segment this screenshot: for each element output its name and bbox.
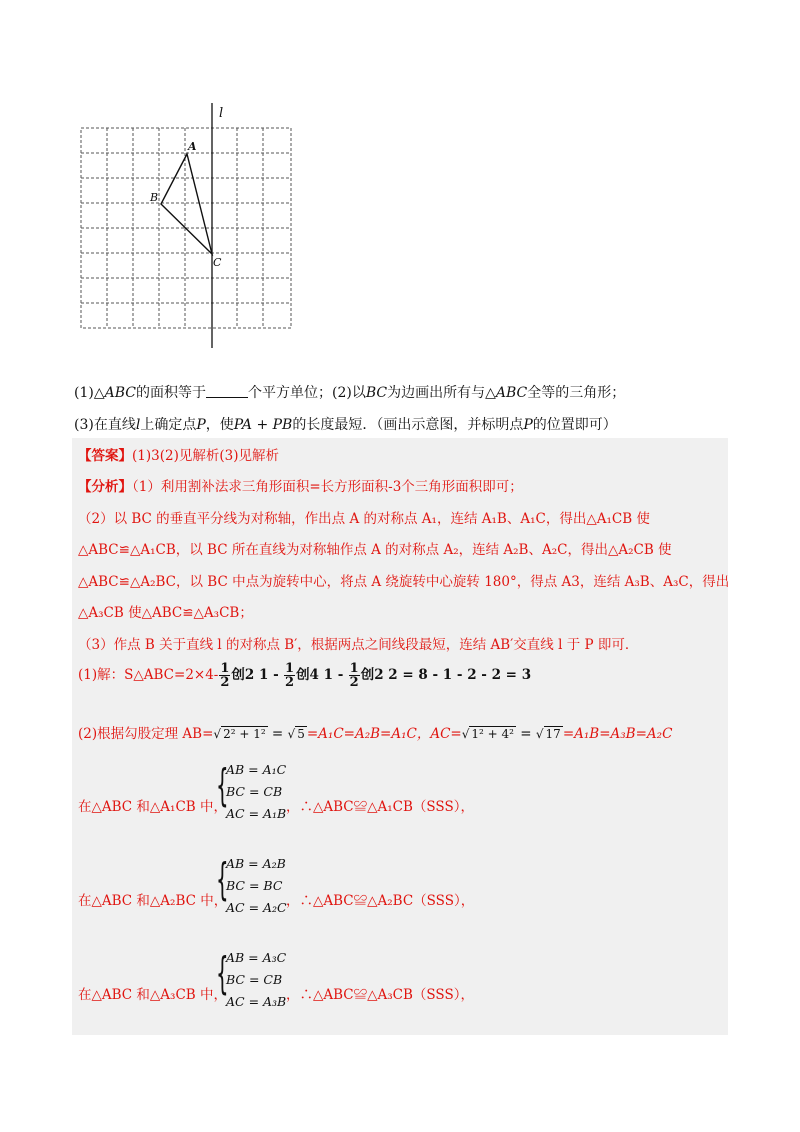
fraction-half-2: $\frac{1}{2}$ xyxy=(285,661,295,690)
brace-3: { xyxy=(216,948,229,999)
q3-p2: P xyxy=(523,417,533,433)
s1-term-1: 创2 1 - xyxy=(231,667,279,683)
sys1-eq-2: BC = CB xyxy=(226,784,283,799)
q1-text: 的面积等于 xyxy=(135,385,206,401)
s2-prefix: (2)根据勾股定理 AB= xyxy=(78,726,214,742)
sys1-eq-1: AB = A₁C xyxy=(226,762,287,777)
q1-prefix: (1) xyxy=(74,385,94,401)
grid-figure xyxy=(70,98,310,360)
q3-text3: 的长度最短．（画出示意图，并标明点 xyxy=(292,417,524,433)
q3-text: 上确定点 xyxy=(140,417,197,433)
analysis-line-3: △ABC≌△A₁CB，以 BC 所在直线为对称轴作点 A 的对称点 A₂，连结 A₂B、A₂C，得出△A₂CB 使 xyxy=(78,542,672,558)
sys2-suffix: ，∴△ABC≌△A₂BC（SSS）， xyxy=(286,893,475,909)
q3-l: l xyxy=(135,417,141,433)
q1-text2: 为边画出所有与 xyxy=(387,385,486,401)
sys2-eq-1: AB = A₂B xyxy=(226,856,286,871)
q1-triangle: △ABC xyxy=(93,385,136,401)
q1-triangle2: △ABC xyxy=(485,385,528,401)
brace-1: { xyxy=(216,760,229,811)
sys3-eq-3: AC = A₃B xyxy=(226,994,287,1009)
q3-expr: PA + PB xyxy=(233,417,293,433)
q3-p: P xyxy=(196,417,206,433)
q1-after: 个平方单位；(2)以 xyxy=(247,385,366,401)
sqrt-17: √ 17 xyxy=(535,727,561,741)
vertex-c-label: C xyxy=(213,256,222,269)
analysis-line-1 xyxy=(78,475,523,495)
answer-text: (1)3(2)见解析(3)见解析 xyxy=(132,448,279,464)
s1-term-3: 创2 2 = 8 - 1 - 2 - 2 = 3 xyxy=(360,667,532,683)
analysis-line-6: （3）作点 B 关于直线 l 的对称点 B′，根据两点之间线段最短，连结 AB′交直线 l 于 P 即可． xyxy=(78,637,639,653)
s2-eq2: = xyxy=(515,726,536,742)
analysis-line-2: （2）以 BC 的垂直平分线为对称轴，作出点 A 的对称点 A₁，连结 A₁B、A₁C，得出△A₁CB 使 xyxy=(78,511,650,527)
sys1-suffix: ，∴△ABC≌△A₁CB（SSS）， xyxy=(286,799,474,815)
s2-eq1: = xyxy=(267,726,288,742)
sys3-suffix: ，∴△ABC≌△A₃CB（SSS）， xyxy=(286,987,474,1003)
brace-2: { xyxy=(216,854,229,905)
q1-bc: BC xyxy=(365,385,388,401)
analysis-text-1: （1）利用割补法求三角形面积=长方形面积-3个三角形面积即可； xyxy=(132,479,523,495)
fraction-half-1: $\frac{1}{2}$ xyxy=(220,661,230,690)
vertex-a-label: A xyxy=(188,140,197,153)
line-l-label: l xyxy=(219,106,224,121)
question-1 xyxy=(74,382,625,402)
s2-mid: =A₁C=A₂B=A₁C，AC= xyxy=(306,726,462,742)
q1-end: 全等的三角形； xyxy=(527,385,626,401)
sys1-eq-3: AC = A₁B xyxy=(226,806,287,821)
analysis-line-5: △A₃CB 使△ABC≌△A₃CB； xyxy=(78,605,253,621)
sys3-eq-2: BC = CB xyxy=(226,972,283,987)
q3-end: 的位置即可） xyxy=(532,417,617,433)
s2-end: =A₁B=A₃B=A₂C xyxy=(562,726,673,742)
sys1-prefix: 在△ABC 和△A₁CB 中， xyxy=(78,799,228,815)
sys3-prefix: 在△ABC 和△A₃CB 中， xyxy=(78,987,228,1003)
solution-2 xyxy=(78,722,672,742)
analysis-tag: 【分析】 xyxy=(78,479,132,495)
s1-term-2: 创4 1 - xyxy=(296,667,344,683)
sqrt-5: √ 5 xyxy=(287,727,305,741)
sys3-eq-1: AB = A₃C xyxy=(226,950,287,965)
analysis-line-4: △ABC≌△A₂BC，以 BC 中点为旋转中心，将点 A 绕旋转中心旋转 180°，得点 A3，连结 A₃B、A₃C，得出 xyxy=(78,574,730,590)
fraction-half-3: $\frac{1}{2}$ xyxy=(349,661,359,690)
sys2-eq-2: BC = BC xyxy=(226,878,283,893)
sys2-eq-3: AC = A₂C xyxy=(226,900,287,915)
question-3 xyxy=(74,414,617,434)
q1-blank xyxy=(206,396,248,398)
triangle-abc xyxy=(161,154,212,254)
s1-prefix: (1)解：S△ABC=2×4- xyxy=(78,667,219,683)
sqrt-ab: √ 2² + 1² xyxy=(213,727,266,741)
answer-tag: 【答案】 xyxy=(78,448,132,464)
answer-line xyxy=(78,444,279,464)
q3-text2: ，使 xyxy=(205,417,234,433)
vertex-b-label: B xyxy=(150,191,159,204)
sys2-prefix: 在△ABC 和△A₂BC 中， xyxy=(78,893,228,909)
q3-prefix: (3)在直线 xyxy=(74,417,136,433)
sqrt-ac: √ 1² + 4² xyxy=(461,727,514,741)
solution-1 xyxy=(78,662,531,689)
